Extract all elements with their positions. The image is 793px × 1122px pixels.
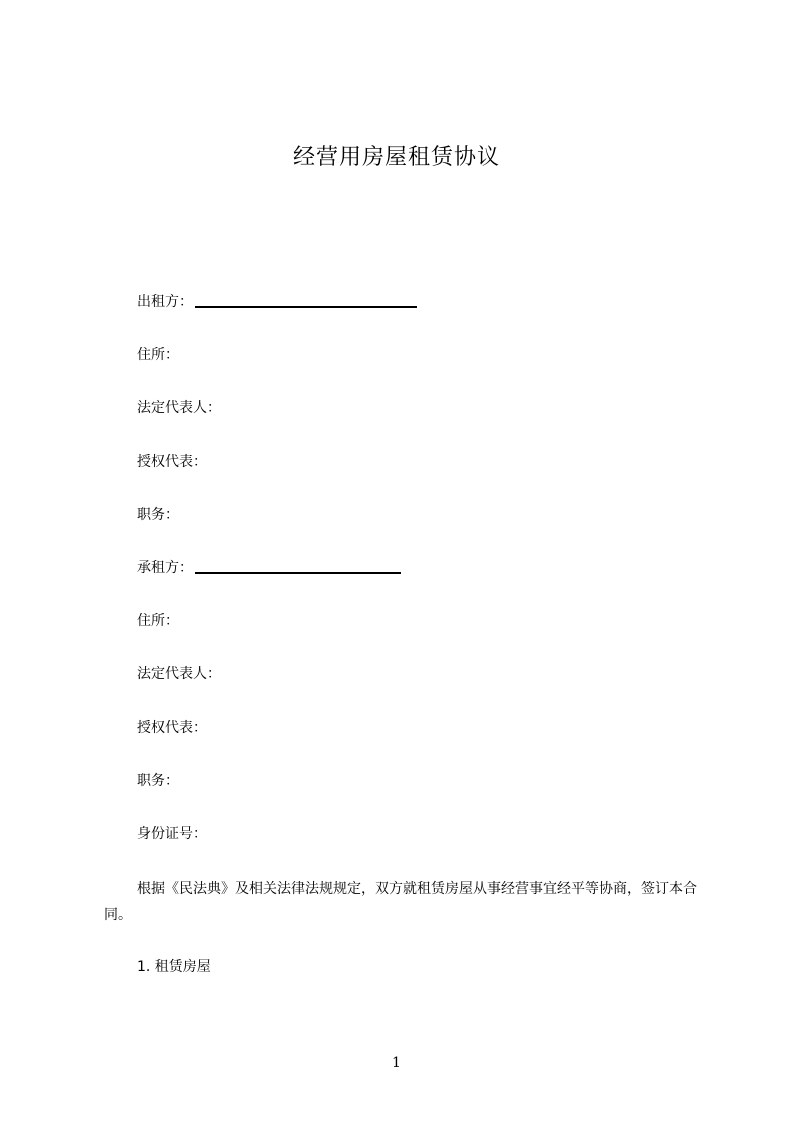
lessee-address-label: 住所： — [137, 613, 179, 629]
lessee-id-label: 身份证号： — [137, 826, 207, 842]
lessee-name-blank — [195, 572, 401, 574]
lessee-authorized-rep-label: 授权代表： — [137, 720, 207, 736]
lessee-id-field — [137, 824, 207, 844]
lessor-legal-rep-label: 法定代表人： — [137, 400, 221, 416]
intro-paragraph — [104, 876, 724, 928]
lessor-legal-rep-field — [137, 398, 221, 418]
lessor-authorized-rep-label: 授权代表： — [137, 454, 207, 470]
lessee-name-label: 承租方： — [137, 560, 193, 576]
lessee-authorized-rep-field — [137, 718, 207, 738]
lessor-position-field — [137, 505, 179, 525]
lessee-position-field — [137, 771, 179, 791]
lessor-name-field — [137, 292, 417, 312]
page-number: 1 — [392, 1055, 401, 1071]
document-title: 经营用房屋租赁协议 — [292, 145, 500, 170]
lessee-legal-rep-field — [137, 664, 221, 684]
lessee-name-field — [137, 558, 401, 578]
lessee-address-field — [137, 611, 179, 631]
section-1-heading: 1. 租赁房屋 — [137, 959, 211, 975]
lessee-legal-rep-label: 法定代表人： — [137, 666, 221, 682]
lessor-name-blank — [195, 306, 417, 308]
intro-text: 根据《民法典》及相关法律法规规定，双方就租赁房屋从事经营事宜经平等协商，签订本合同。 — [104, 881, 697, 923]
lessor-address-label: 住所： — [137, 347, 179, 363]
lessor-address-field — [137, 345, 179, 365]
lessee-position-label: 职务： — [137, 773, 179, 789]
lessor-authorized-rep-field — [137, 452, 207, 472]
lessor-position-label: 职务： — [137, 507, 179, 523]
lessor-name-label: 出租方： — [137, 294, 193, 310]
